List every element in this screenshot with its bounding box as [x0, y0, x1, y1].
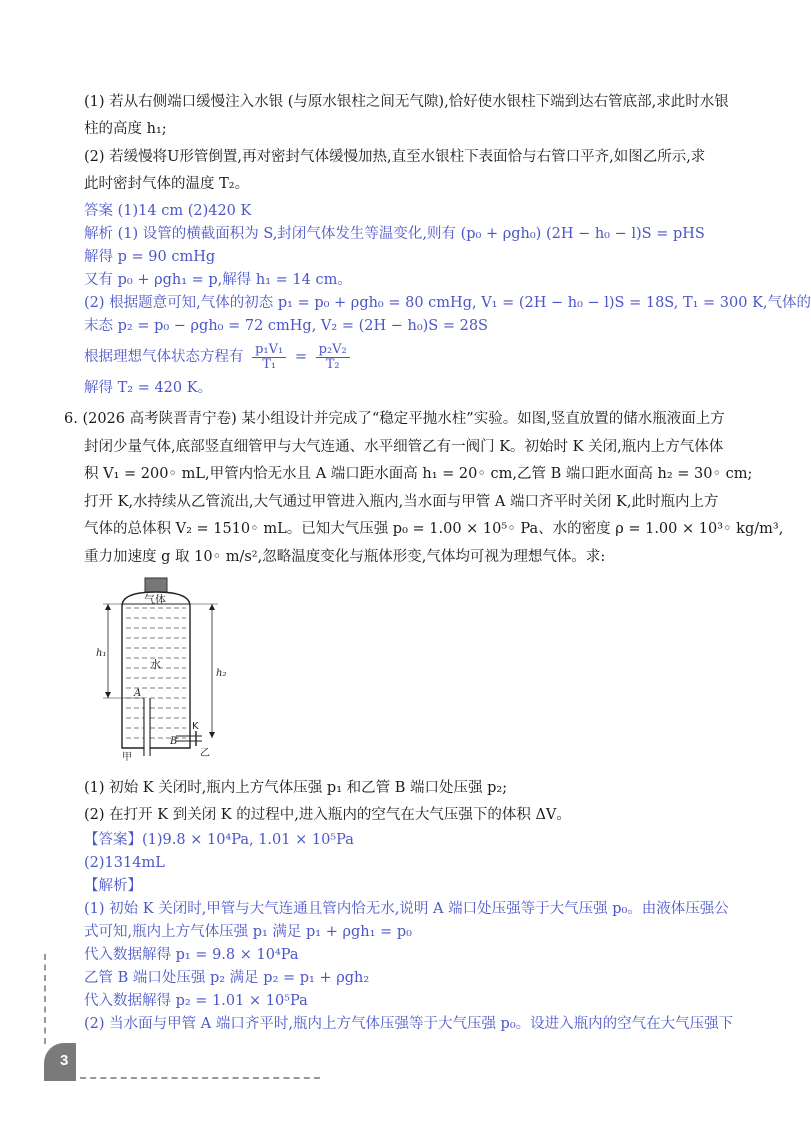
- gas-label: 气体: [144, 593, 166, 606]
- q6-analysis-4: 乙管 B 端口处压强 p₂ 满足 p₂ = p₁ + ρgh₂: [84, 970, 370, 986]
- q5-result-t2: 解得 T₂ = 420 K。: [84, 380, 213, 396]
- q5-analysis-2a: (2) 根据题意可知,气体的初态 p₁ = p₀ + ρgh₀ = 80 cmHg, V₁ = (2H − h₀ − l)S = 18S, T₁ = 300 K,气体的: [84, 295, 811, 311]
- q6-answer-head: 【答案】(1)9.8 × 10⁴Pa, 1.01 × 10⁵Pa: [84, 832, 354, 848]
- fraction-initial: [252, 343, 286, 372]
- q6-analysis-5: 代入数据解得 p₂ = 1.01 × 10⁵Pa: [84, 993, 308, 1009]
- q5-answer: 答案 (1)14 cm (2)420 K: [84, 203, 252, 219]
- valve-k-label: K: [192, 721, 199, 732]
- q6-stem-line3: 积 V₁ = 200◦ mL,甲管内恰无水且 A 端口距水面高 h₁ = 20◦ cm,乙管 B 端口距水面高 h₂ = 30◦ cm;: [84, 466, 753, 482]
- q6-answer-2: (2)1314mL: [84, 855, 165, 871]
- gas-law-prefix: 根据理想气体状态方程有: [84, 349, 244, 365]
- q6-stem-line5: 气体的总体积 V₂ = 1510◦ mL。已知大气压强 p₀ = 1.00 × 10⁵◦ Pa、水的密度 ρ = 1.00 × 10³◦ kg/m³,: [84, 521, 784, 537]
- a-port-label: A: [134, 688, 142, 699]
- q5-part2-line2: 此时密封气体的温度 T₂。: [84, 176, 250, 192]
- equals-sign: =: [294, 349, 308, 365]
- q5-analysis-1: 解析 (1) 设管的横截面积为 S,封闭气体发生等温变化,则有 (p₀ + ρgh₀) (2H − h₀ − l)S = pHS: [84, 226, 705, 242]
- q6-stem-line1: 6. (2026 高考陕晋青宁卷) 某小组设计并完成了“稳定平抛水柱”实验。如图,竖直放置的储水瓶液面上方: [64, 411, 725, 427]
- q6-stem-line4: 打开 K,水持续从乙管流出,大气通过甲管进入瓶内,当水面与甲管 A 端口齐平时关闭 K,此时瓶内上方: [84, 494, 719, 510]
- fraction-final-numerator: p₂V₂: [316, 343, 350, 358]
- q6-analysis-1: (1) 初始 K 关闭时,甲管与大气连通且管内恰无水,说明 A 端口处压强等于大气压强 p₀。由液体压强公: [84, 901, 729, 917]
- q5-part1-line1: (1) 若从右侧端口缓慢注入水银 (与原水银柱之间无气隙),恰好使水银柱下端到达右管底部,求此时水银: [84, 94, 729, 110]
- q5-also: 又有 p₀ + ρgh₁ = p,解得 h₁ = 14 cm。: [84, 272, 352, 288]
- page-edge-dash-vertical: [44, 954, 46, 1044]
- q6-sub2: (2) 在打开 K 到关闭 K 的过程中,进入瓶内的空气在大气压强下的体积 ΔV。: [84, 807, 571, 823]
- q5-part1-line2: 柱的高度 h₁;: [84, 121, 167, 137]
- water-label: 水: [150, 658, 161, 671]
- q6-stem-line6: 重力加速度 g 取 10◦ m/s²,忽略温度变化与瓶体形变,气体均可视为理想气体。求:: [84, 549, 606, 565]
- q5-solve-p: 解得 p = 90 cmHg: [84, 249, 216, 265]
- q6-analysis-6: (2) 当水面与甲管 A 端口齐平时,瓶内上方气体压强等于大气压强 p₀。设进入瓶内的空气在大气压强下: [84, 1016, 734, 1032]
- fraction-initial-denominator: T₁: [262, 356, 277, 372]
- q6-sub1: (1) 初始 K 关闭时,瓶内上方气体压强 p₁ 和乙管 B 端口处压强 p₂;: [84, 780, 508, 796]
- fraction-final-denominator: T₂: [325, 356, 340, 372]
- q6-analysis-3: 代入数据解得 p₁ = 9.8 × 10⁴Pa: [84, 947, 299, 963]
- q5-part2-line1: (2) 若缓慢将U形管倒置,再对密封气体缓慢加热,直至水银柱下表面恰与右管口平齐,如图乙所示,求: [84, 149, 706, 165]
- q5-analysis-2b: 末态 p₂ = p₀ − ρgh₀ = 72 cmHg, V₂ = (2H − h₀)S = 28S: [84, 318, 488, 334]
- h2-label: h₂: [216, 668, 227, 679]
- b-port-label: B: [170, 736, 178, 747]
- h1-label: h₁: [96, 648, 107, 659]
- fraction-initial-numerator: p₁V₁: [252, 343, 286, 358]
- tube-yi-label: 乙: [200, 748, 210, 759]
- fraction-final: [316, 343, 350, 372]
- page-number: 3: [60, 1052, 69, 1069]
- q5-gas-law-line: [84, 342, 760, 372]
- water-bottle-diagram: [96, 576, 260, 764]
- tube-jia-label: 甲: [122, 752, 132, 763]
- bottle-cap: [145, 578, 167, 592]
- q6-analysis-head: 【解析】: [84, 878, 142, 894]
- q6-analysis-2: 式可知,瓶内上方气体压强 p₁ 满足 p₁ + ρgh₁ = p₀: [84, 924, 412, 940]
- page-edge-dash-horizontal: [80, 1077, 320, 1079]
- q6-stem-line2: 封闭少量气体,底部竖直细管甲与大气连通、水平细管乙有一阀门 K。初始时 K 关闭,瓶内上方气体体: [84, 439, 724, 455]
